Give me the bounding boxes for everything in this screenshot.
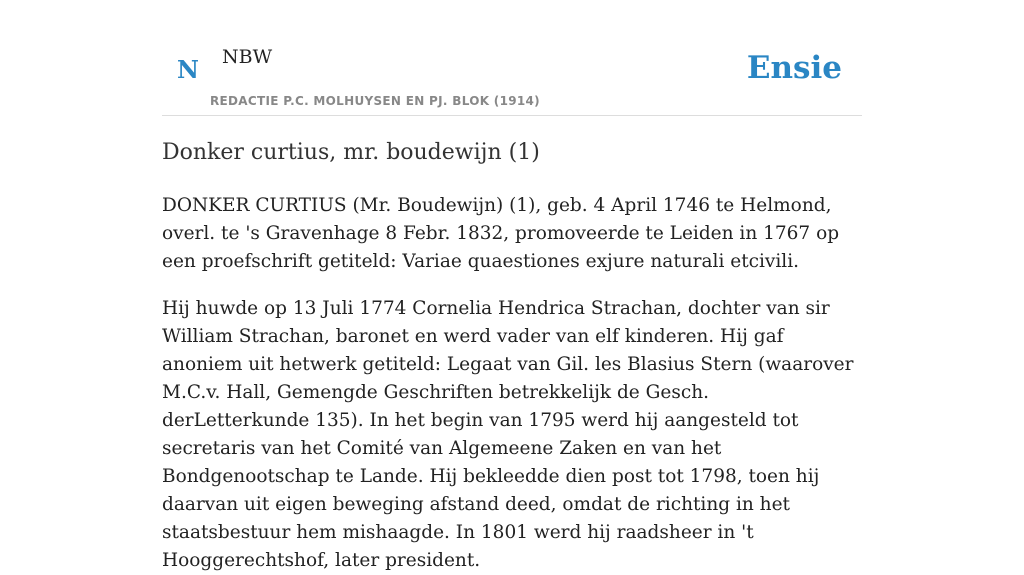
article-paragraph: Hij huwde op 13 Juli 1774 Cornelia Hendrica Strachan, dochter van sir William Strachan, baronet en werd vader van elf kinderen. Hij gaf anoniem uit hetwerk getiteld: Legaat van Gil. les Blasius Stern (waarover M.C.v. Hall, Gemengde Geschriften betrekkelijk de Gesch. derLetterkunde 135). In het begin van 1795 werd hij aangesteld tot secretaris van het Comité van Algemeene Zaken en van het Bondgenootschap te Lande. Hij bekleedde dien post tot 1798, toen hij daarvan uit eigen beweging afstand deed, omdat de richting in het staatsbestuur hem mishaagde. In 1801 werd hij raadsheer in 't Hooggerechtshof, later president. xyxy=(162,298,854,571)
source-logo-icon: N xyxy=(177,55,199,84)
article-title: Donker curtius, mr. boudewijn (1) xyxy=(162,140,540,165)
source-subtitle: REDACTIE P.C. MOLHUYSEN EN PJ. BLOK (1914) xyxy=(210,94,540,108)
page-container xyxy=(162,0,862,571)
brand-logo[interactable]: Ensie xyxy=(746,50,842,86)
header xyxy=(162,0,862,116)
article-paragraph: DONKER CURTIUS (Mr. Boudewijn) (1), geb. 4 April 1746 te Helmond, overl. te 's Gravenhage 8 Febr. 1832, promoveerde te Leiden in 1767 op een proefschrift getiteld: Variae quaestiones exjure naturali etcivili. xyxy=(162,195,840,272)
source-name[interactable]: NBW xyxy=(222,46,273,68)
